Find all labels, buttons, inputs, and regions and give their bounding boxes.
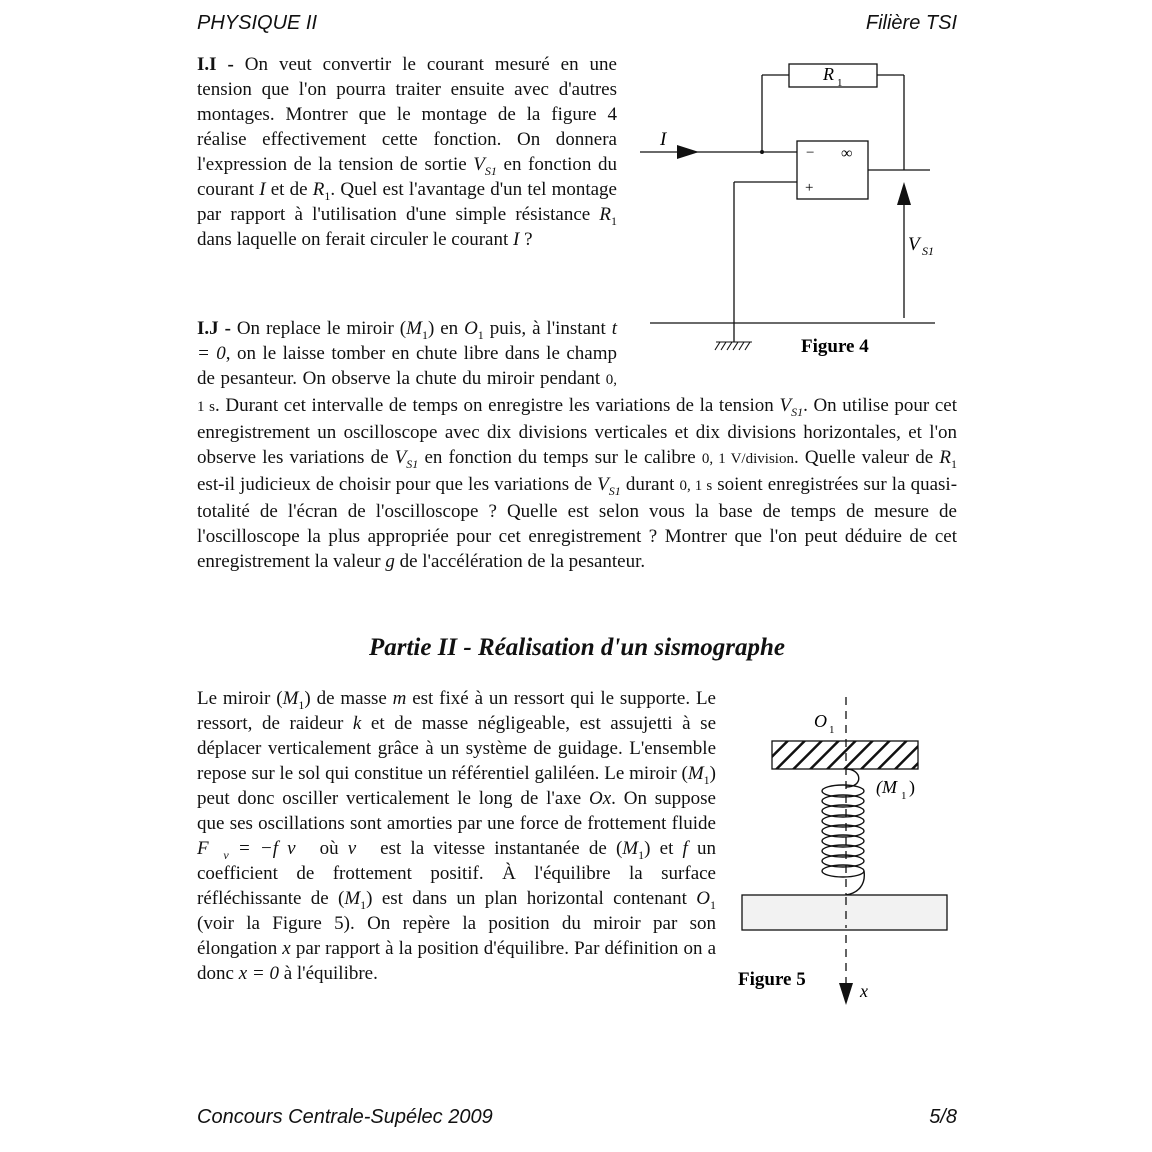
text: un coefficient de frottement positif. À l'équilibre la surface réfléchissante de ( [197,838,716,909]
text: ? [519,229,533,250]
sub: S1 [484,163,497,178]
var: x [282,938,291,959]
text: en fonction du temps sur le calibre [418,447,702,468]
var: x = 0 [238,963,279,984]
var: k [352,713,362,734]
vs1-label: V [908,234,920,255]
text: ) et [644,838,683,859]
text: est la vitesse instantanée de ( [370,838,623,859]
var: f [682,838,688,859]
node-dot [760,150,764,154]
text: dans laquelle on ferait circuler le courant [197,229,513,250]
var: R [599,204,611,225]
text: ) peut donc osciller verticalement le long de l'axe [197,763,716,809]
text: puis, à l'instant [483,318,612,339]
header-track: Filière TSI [865,12,957,34]
var: R [939,447,951,468]
sub: 1 [951,456,957,471]
sub: 1 [638,847,645,862]
text: où [310,838,348,859]
var: v⃗ [347,838,371,859]
text: . Quelle valeur de [793,447,940,468]
text: ) en [427,318,465,339]
ground-block [742,895,947,930]
text: de l'accélération de la pesanteur. [394,551,646,572]
text: , on le laisse tomber en chute libre dans le champ de pesanteur. On observe la chute du miroir pendant [197,343,617,389]
unit: 0, 1 s [197,372,617,415]
text: est-il judicieux de choisir pour que les variations de [197,474,598,495]
text: et de [265,179,313,200]
axis-arrow-head [839,983,853,1005]
var: M [406,318,422,339]
question-I-J [197,316,957,574]
text: Le miroir ( [197,688,283,709]
m1-label-sub: 1 [901,790,907,802]
text: . On utilise pour cet enregistrement un oscilloscope avec dix divisions verticales et dix divisions horizontales, et l'on observe les variations de [197,395,957,468]
sub: 1 [477,327,484,342]
var: Ox [589,788,612,809]
o1-label: O [814,711,827,731]
figure-5-caption: Figure 5 [738,969,806,990]
header-subject: PHYSIQUE II [197,12,318,34]
var: V [394,447,407,468]
figure-4-spacer [617,316,957,391]
m1-label-open: (M [876,777,897,797]
var: O [696,888,710,909]
text: en fonction du courant [197,154,617,200]
var: M [687,763,704,784]
var: M [344,888,361,909]
var: R [312,179,325,200]
sub: 1 [324,188,331,203]
text: . On suppose que ses oscillations sont amorties par une force de frottement fluide [197,788,716,834]
question-label: I.J - [197,318,231,339]
sub: 1 [710,897,716,912]
sub: 1 [421,327,428,342]
m1-label-close: ) [909,777,915,797]
sub: 1 [360,897,367,912]
text: soient enregistrées sur la quasi-totalité de l'écran de l'oscilloscope ? Quelle est selon vous la base de temps de mesure de l'oscilloscope la plus appropriée pour cet enregistrement ? Montrer que l'on peut déduire de cet enregistrement la valeur [197,474,958,572]
var: g [385,551,395,572]
vs1-sub: S1 [922,244,934,258]
vs1-arrow-head [897,182,911,205]
text: ) de masse [304,688,393,709]
sub: 1 [611,213,617,228]
text: On replace le miroir ( [230,318,407,339]
var: V [597,474,609,495]
op-amp-minus: − [806,145,815,161]
sub: S1 [608,483,621,498]
text: et de masse négligeable, est assujetti à se déplacer verticalement grâce à un système de guidage. L'ensemble repose sur le sol qui constitue un référentiel galiléen. Le miroir ( [197,713,716,784]
var: M [622,838,639,859]
text: (voir la Figure 5). On repère la position du miroir par son élongation [197,913,716,959]
r1-label: R [823,64,834,84]
current-arrow [677,145,699,159]
var: O [464,318,478,339]
op-amp-plus: + [805,180,814,196]
unit: 0, 1 V/division [701,451,794,467]
text: . Quel est l'avantage d'un tel montage par rapport à l'utilisation d'une simple résistance [197,179,617,225]
var: I [259,179,266,200]
text: On veut convertir le courant mesuré en une tension que l'on pourra traiter ensuite avec d'autres montages. Montrer que le montage de la figure 4 réalise effectivement cette fonction. On donnera l'expression de la tension de sortie [197,54,617,175]
var: m [392,688,407,709]
spring-coils [822,769,864,895]
var: I [513,229,520,250]
text: durant [620,474,680,495]
o1-sub: 1 [829,724,835,736]
question-I-I [197,52,617,252]
page-number: 5/8 [929,1106,957,1128]
sub: 1 [298,697,305,712]
var: t = 0 [197,318,617,364]
sub: S1 [406,456,419,471]
text: par rapport à la position d'équilibre. Par définition on a donc [197,938,716,984]
sub: S1 [791,404,804,419]
unit: 0, 1 s [679,478,713,494]
text: . Durant cet intervalle de temps on enregistre les variations de la tension [214,395,780,416]
sub: v [223,847,229,862]
figure-4-caption: Figure 4 [801,336,869,357]
text: à l'équilibre. [278,963,378,984]
footer-exam: Concours Centrale-Supélec 2009 [197,1106,493,1128]
op-amp-infinity: ∞ [841,145,853,162]
text: ) est dans un plan horizontal contenant [366,888,697,909]
var: F⃗ [197,838,224,859]
var: M [282,688,299,709]
sub: 1 [703,772,710,787]
current-label: I [660,129,667,150]
mirror-plate [772,741,918,769]
text: est fixé à un ressort qui le supporte. Le ressort, de raideur [197,688,716,734]
section-title: Partie II - Réalisation d'un sismographe [368,634,786,661]
var: V [473,154,485,175]
var: = −f v⃗ [228,838,311,859]
part-II-intro [197,686,716,986]
figure-5-seismograph [730,695,960,1015]
axis-x-label: x [860,981,868,1001]
var: V [779,395,792,416]
r1-sub: 1 [837,77,843,89]
question-label: I.I - [197,54,234,75]
